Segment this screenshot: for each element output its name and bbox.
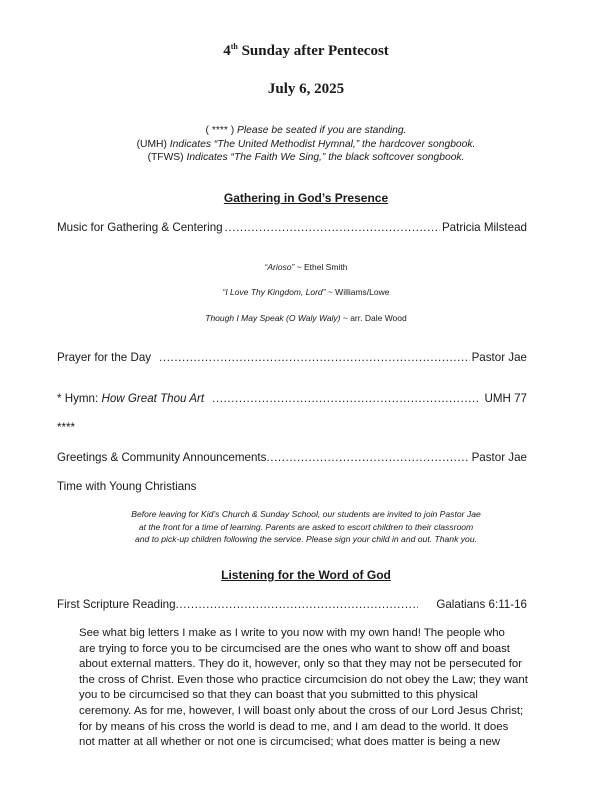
hymn-number: UMH 77 xyxy=(484,392,527,405)
hymn-title: How Great Thou Art xyxy=(101,392,205,405)
item-label: Prayer for the Day xyxy=(57,351,152,364)
hymn-prefix: * Hymn: xyxy=(57,392,102,405)
title-suffix: th xyxy=(230,42,238,51)
scripture-line: the cross of Christ. Even those who practice circumcision do not obey the Law; they want xyxy=(79,673,528,686)
piece-credit: ~ Ethel Smith xyxy=(294,262,348,272)
scripture-reference: Galatians 6:11-16 xyxy=(436,598,527,611)
order-item-music xyxy=(57,221,527,234)
page-title xyxy=(0,42,612,60)
legend-line-seated xyxy=(0,124,612,138)
music-piece xyxy=(0,313,612,323)
dot-leader xyxy=(176,598,419,611)
item-label: Music for Gathering & Centering xyxy=(57,221,223,234)
music-piece xyxy=(0,262,612,272)
dot-leader xyxy=(159,351,470,364)
order-item-young-christians: Time with Young Christians xyxy=(57,480,197,493)
scripture-line: See what big letters I make as I write to you now with my own hand! The people who xyxy=(79,627,505,639)
piece-credit: ~ arr. Dale Wood xyxy=(340,313,407,323)
order-item-hymn xyxy=(57,392,527,405)
legend-line-umh xyxy=(0,138,612,152)
legend-line-tfws xyxy=(0,151,612,165)
note-line: and to pick-up children following the service. Please sign your child in and out. Thank you. xyxy=(134,534,478,544)
scripture-line: you to be circumcised so that they can boast that you submitted to this physical xyxy=(79,689,478,702)
item-label xyxy=(57,392,204,405)
note-line: at the front for a time of learning. Parents are asked to escort children to their classroom xyxy=(138,521,474,532)
legend-code: (UMH) xyxy=(136,138,167,150)
piece-credit: ~ Williams/Lowe xyxy=(325,287,390,297)
note-line: Before leaving for Kid’s Church & Sunday School, our students are invited to join Pastor Jae xyxy=(131,509,481,519)
scripture-line: not matter at all whether or not one is circumcised; what does matter is being a new xyxy=(79,736,501,749)
item-label: Greetings & Community Announcements xyxy=(57,451,267,464)
dot-leader xyxy=(212,392,478,405)
order-item-greetings xyxy=(57,451,527,464)
dot-leader xyxy=(225,221,440,234)
item-leader: Pastor Jae xyxy=(471,351,527,364)
title-ordinal: 4 xyxy=(223,43,231,59)
young-christians-note xyxy=(0,508,612,546)
dot-leader xyxy=(266,451,469,464)
title-rest: Sunday after Pentecost xyxy=(237,43,389,59)
legend xyxy=(0,124,612,165)
seated-stars: **** xyxy=(57,421,76,434)
piece-title: “I Love Thy Kingdom, Lord” xyxy=(222,287,326,297)
piece-title: Though I May Speak (O Waly Waly) xyxy=(205,313,341,323)
piece-title: “Arioso” xyxy=(264,262,295,272)
item-leader: Patricia Milstead xyxy=(441,221,527,234)
legend-text: Please be seated if you are standing. xyxy=(237,125,407,136)
legend-code: ( **** ) xyxy=(205,125,235,136)
legend-code: (TFWS) xyxy=(147,152,184,163)
legend-text: Indicates “The United Methodist Hymnal,” the hardcover songbook. xyxy=(169,138,476,150)
scripture-line: for by means of his cross the world is dead to me, and I am dead to the world. It does xyxy=(79,720,509,733)
scripture-line: are trying to force you to be circumcised are the ones who want to show off and boast xyxy=(79,642,510,655)
order-item-prayer xyxy=(57,351,527,364)
item-leader: Pastor Jae xyxy=(471,451,527,464)
music-piece xyxy=(0,287,612,297)
service-date: July 6, 2025 xyxy=(267,81,345,97)
section-heading-listening: Listening for the Word of God xyxy=(221,568,391,582)
item-label: First Scripture Reading xyxy=(57,598,176,611)
scripture-text xyxy=(79,626,539,751)
scripture-line: about external matters. They do it, however, only so that they may not be persecuted for xyxy=(79,658,523,671)
section-heading-gathering: Gathering in God’s Presence xyxy=(223,191,389,205)
order-item-first-reading xyxy=(57,598,527,611)
legend-text: Indicates “The Faith We Sing,” the black softcover songbook. xyxy=(186,152,465,163)
scripture-line: ceremony. As for me, however, I will boast only about the cross of our Lord Jesus Christ; xyxy=(79,704,524,717)
